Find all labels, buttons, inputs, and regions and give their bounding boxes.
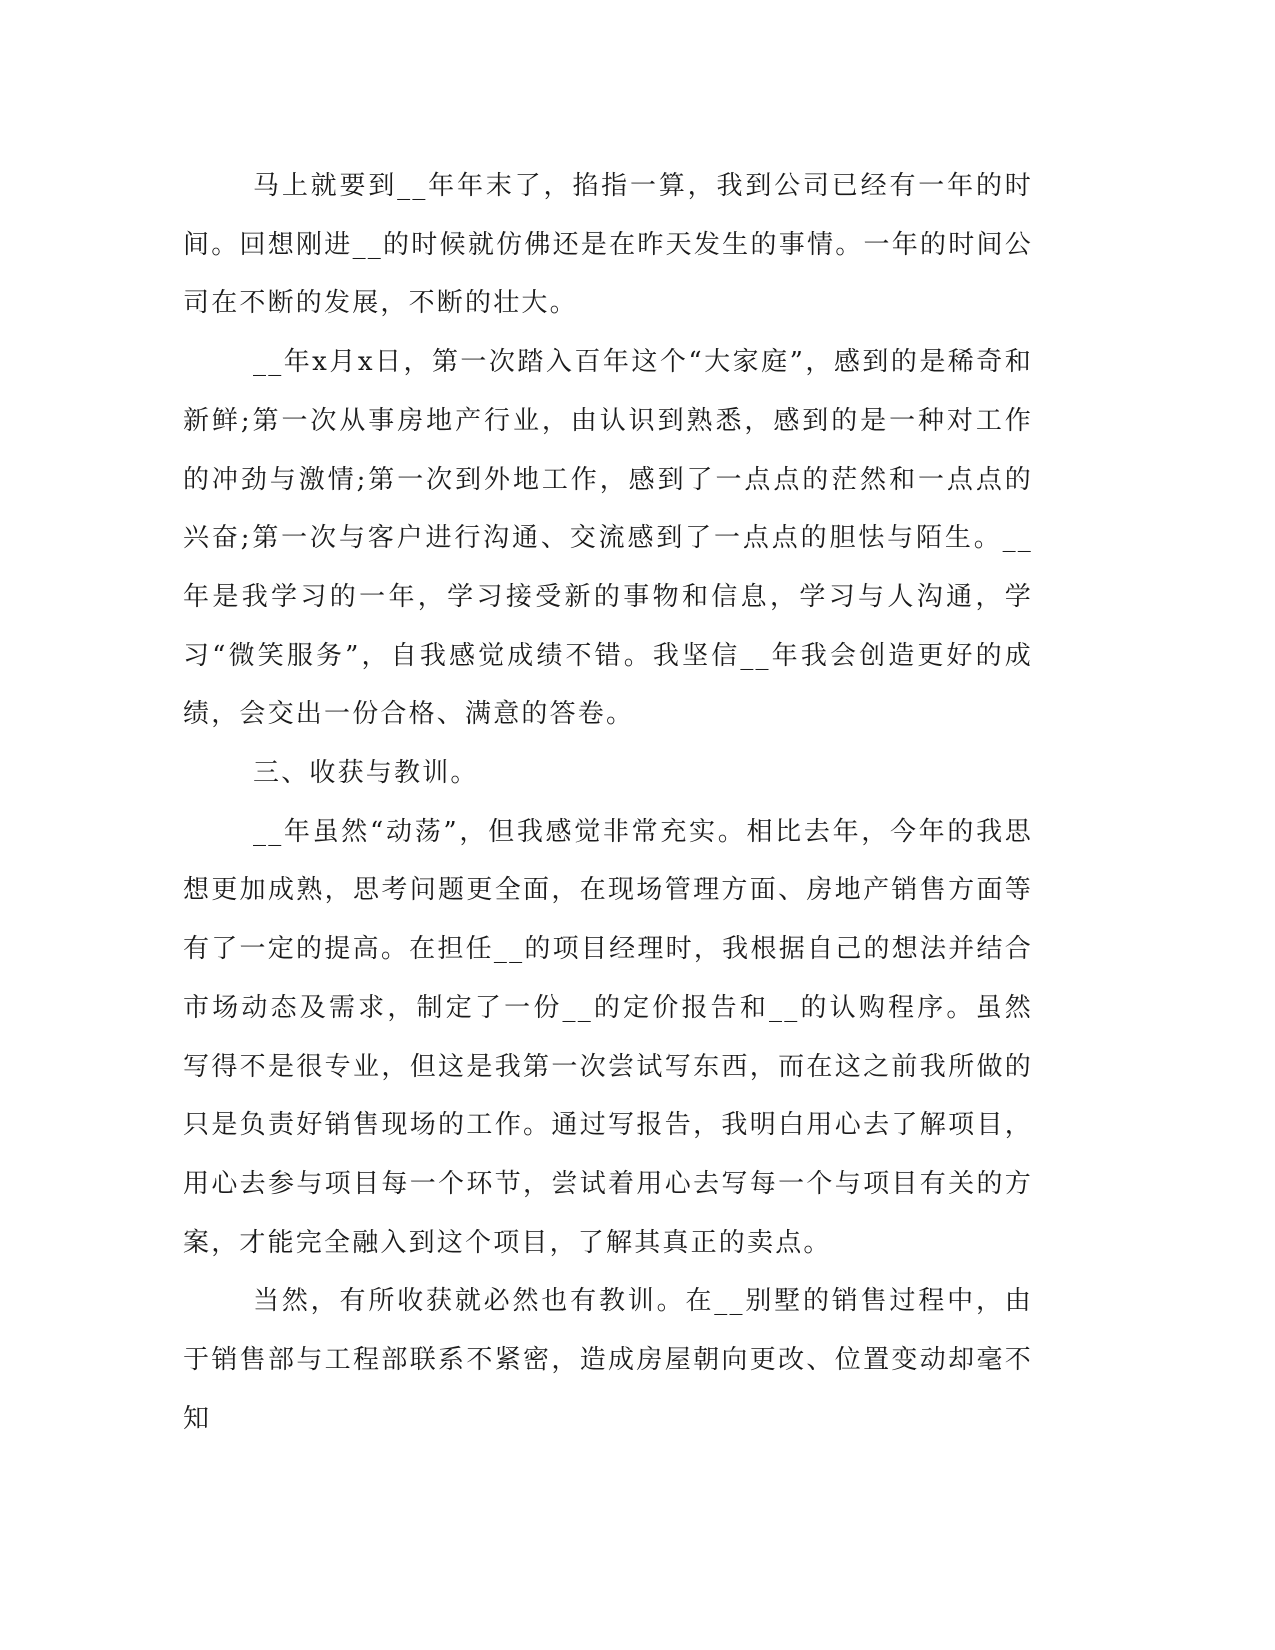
section-heading-gains-lessons: 三、收获与教训。	[253, 758, 479, 789]
paragraph-intro: 马上就要到__年年末了，掐指一算，我到公司已经有一年的时间。回想刚进__的时候就仿佛还是在昨天发生的事情。一年的时间公司在不断的发展，不断的壮大。	[183, 171, 1033, 319]
paragraph-first-experiences: __年x月x日，第一次踏入百年这个“大家庭”，感到的是稀奇和新鲜;第一次从事房地产行业，由认识到熟悉，感到的是一种对工作的冲劲与激情;第一次到外地工作，感到了一点点的茫然和一点点的兴奋;第一次与客户进行沟通、交流感到了一点点的胆怯与陌生。__年是我学习的一年，学习接受新的事物和信息，学习与人沟通，学习“微笑服务”，自我感觉成绩不错。我坚信__年我会创造更好的成绩，会交出一份合格、满意的答卷。	[183, 347, 1033, 730]
paragraph-lessons: 当然，有所收获就必然也有教训。在__别墅的销售过程中，由于销售部与工程部联系不紧密，造成房屋朝向更改、位置变动却毫不知	[183, 1286, 1033, 1434]
paragraph-gains: __年虽然“动荡”，但我感觉非常充实。相比去年，今年的我思想更加成熟，思考问题更全面，在现场管理方面、房地产销售方面等有了一定的提高。在担任__的项目经理时，我根据自己的想法并结合市场动态及需求，制定了一份__的定价报告和__的认购程序。虽然写得不是很专业，但这是我第一次尝试写东西，而在这之前我所做的只是负责好销售现场的工作。通过写报告，我明白用心去了解项目，用心去参与项目每一个环节，尝试着用心去写每一个与项目有关的方案，才能完全融入到这个项目，了解其真正的卖点。	[183, 816, 1033, 1258]
document-body	[183, 157, 1033, 1448]
